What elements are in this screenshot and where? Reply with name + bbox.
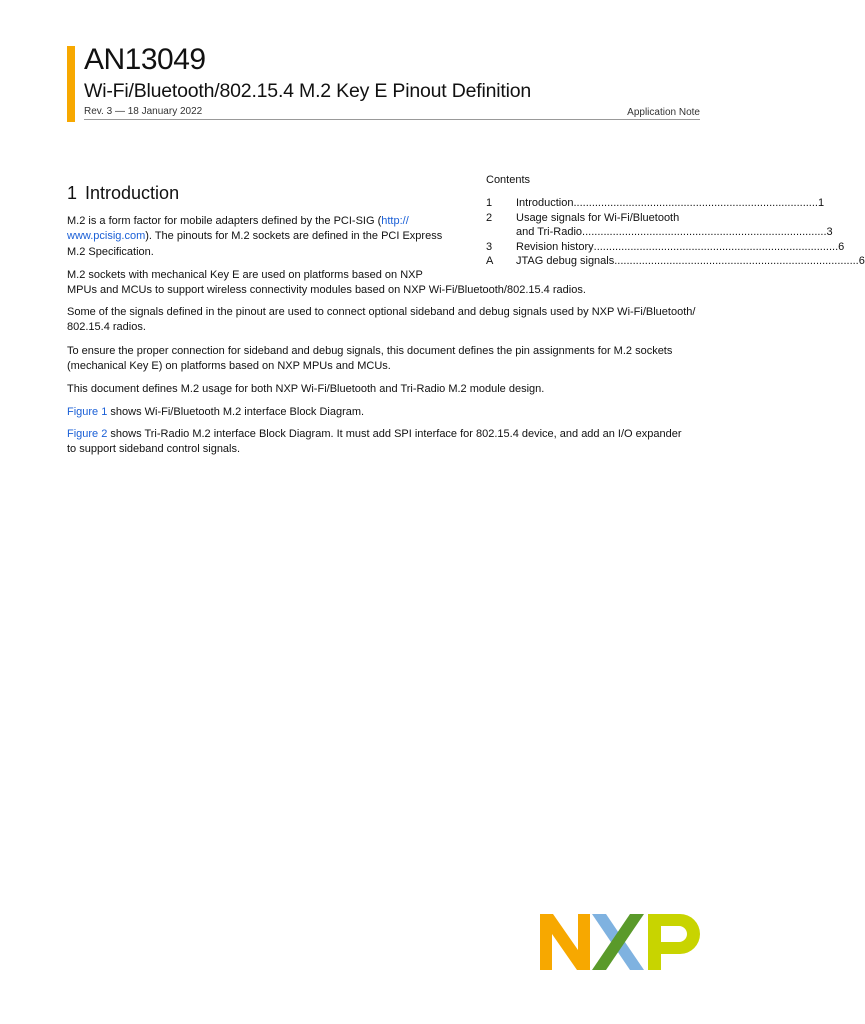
section-heading bbox=[67, 182, 179, 204]
toc-entry-label-line1: Usage signals for Wi-Fi/Bluetooth bbox=[516, 211, 680, 224]
toc-leader-dots bbox=[594, 240, 839, 255]
contents-heading: Contents bbox=[486, 174, 531, 186]
intro-paragraph-2 bbox=[67, 268, 586, 299]
intro-p3-text-2: 802.15.4 radios. bbox=[67, 321, 146, 334]
intro-p7-text-2: to support sideband control signals. bbox=[67, 443, 241, 456]
intro-p1-text: M.2 is a form factor for mobile adapters defined by the PCI-SIG ( bbox=[67, 215, 382, 227]
document-title: Wi-Fi/Bluetooth/802.15.4 M.2 Key E Pinout Definition bbox=[84, 80, 532, 102]
intro-p4-text: To ensure the proper connection for sideband and debug signals, this document defines the pin assignments for M.2 sockets bbox=[67, 345, 673, 357]
header-divider bbox=[84, 119, 700, 120]
toc-entry-number: A bbox=[486, 255, 494, 267]
intro-p1-text-2: ). The pinouts for M.2 sockets are defined in the PCI Express bbox=[145, 230, 443, 243]
document-type: Application Note bbox=[627, 107, 700, 118]
logo-letter-p bbox=[648, 914, 700, 970]
header-accent-bar bbox=[67, 46, 75, 122]
intro-paragraph-7 bbox=[67, 427, 682, 458]
figure-2-link[interactable]: Figure 2 bbox=[67, 428, 108, 440]
toc-leader-dots bbox=[614, 254, 859, 269]
document-id: AN13049 bbox=[84, 43, 206, 76]
toc-entry-page: 3 bbox=[826, 226, 833, 238]
figure-1-link[interactable]: Figure 1 bbox=[67, 406, 108, 418]
toc-entry-number: 1 bbox=[486, 197, 493, 209]
revision-info: Rev. 3 — 18 January 2022 bbox=[84, 106, 203, 117]
toc-entry-page: 6 bbox=[838, 240, 845, 253]
section-number: 1 bbox=[67, 183, 78, 203]
toc-entry-number: 3 bbox=[486, 240, 493, 253]
toc-entry-label: JTAG debug signals bbox=[516, 255, 615, 267]
intro-paragraph-1 bbox=[67, 214, 442, 260]
intro-paragraph-6 bbox=[67, 405, 364, 420]
intro-p1-text-3: M.2 Specification. bbox=[67, 245, 154, 258]
toc-entry-revision-history[interactable] bbox=[486, 240, 845, 255]
nxp-logo bbox=[540, 910, 702, 974]
intro-p2-text-2: MPUs and MCUs to support wireless connectivity modules based on NXP Wi-Fi/Bluetooth/802.15.4 radios. bbox=[67, 284, 586, 297]
pcisig-link[interactable]: http:// bbox=[381, 215, 409, 227]
logo-letter-n bbox=[540, 914, 590, 970]
intro-paragraph-5: This document defines M.2 usage for both NXP Wi-Fi/Bluetooth and Tri-Radio M.2 module design. bbox=[67, 383, 545, 395]
toc-entry-introduction[interactable] bbox=[486, 196, 825, 211]
toc-entry-label: and Tri-Radio bbox=[516, 226, 583, 238]
intro-p7-text: shows Tri-Radio M.2 interface Block Diagram. It must add SPI interface for 802.15.4 device, and add an I/O expander bbox=[107, 428, 682, 440]
toc-entry-jtag[interactable] bbox=[486, 254, 865, 269]
intro-paragraph-4 bbox=[67, 344, 672, 375]
pcisig-link-cont[interactable]: www.pcisig.com bbox=[67, 230, 146, 243]
intro-paragraph-3 bbox=[67, 305, 695, 336]
toc-entry-page: 6 bbox=[858, 255, 865, 267]
toc-leader-dots bbox=[573, 196, 818, 211]
intro-p4-text-2: (mechanical Key E) on platforms based on NXP MPUs and MCUs. bbox=[67, 360, 391, 373]
section-title: Introduction bbox=[85, 183, 180, 203]
toc-entry-label: Introduction bbox=[516, 197, 574, 209]
toc-entry-number: 2 bbox=[486, 211, 493, 224]
intro-p3-text: Some of the signals defined in the pinout are used to connect optional sideband and debug signals used by NXP Wi-Fi/Bluetooth/ bbox=[67, 306, 696, 318]
toc-entry-label: Revision history bbox=[516, 240, 594, 253]
toc-entry-page: 1 bbox=[817, 197, 825, 209]
intro-p6-text: shows Wi-Fi/Bluetooth M.2 interface Block Diagram. bbox=[107, 406, 365, 418]
toc-entry-usage-signals[interactable] bbox=[486, 211, 833, 240]
toc-leader-dots bbox=[582, 225, 827, 240]
intro-p2-text: M.2 sockets with mechanical Key E are used on platforms based on NXP bbox=[67, 269, 423, 281]
table-of-contents bbox=[486, 172, 865, 269]
